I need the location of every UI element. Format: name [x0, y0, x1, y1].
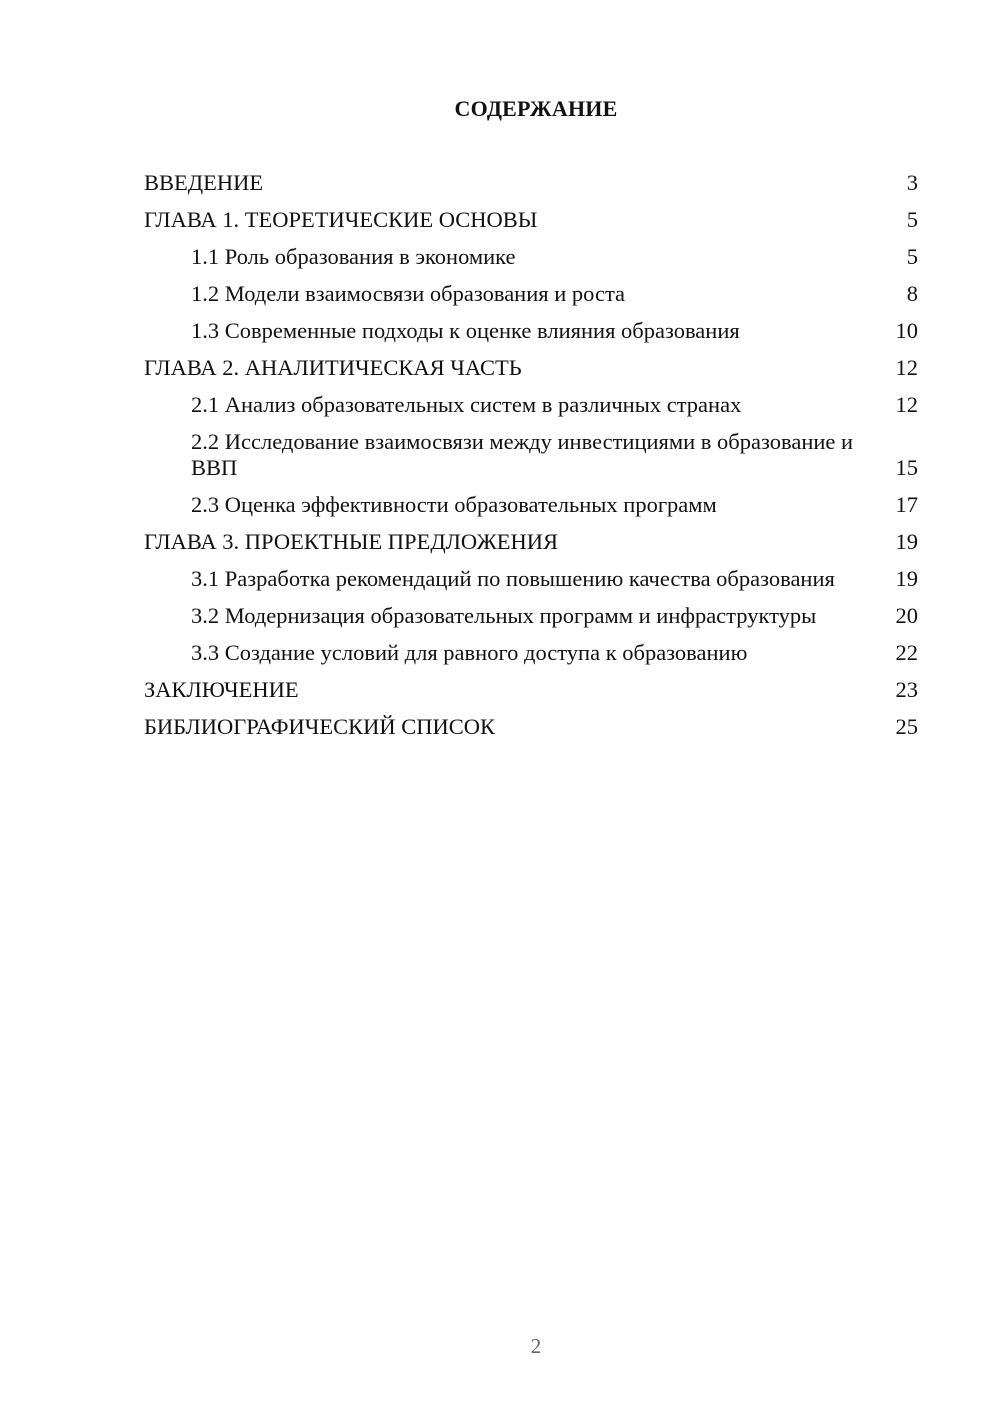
toc-entry-label: 2.2 Исследование взаимосвязи между инвестициями в образование и ВВП [191, 429, 854, 480]
toc-entry-label: 1.3 Современные подходы к оценке влияния образования [191, 318, 740, 343]
toc-entry-page: 8 [906, 281, 918, 306]
toc-entry-page: 20 [895, 603, 918, 628]
toc-entry-page: 23 [895, 677, 918, 702]
toc-entry-label: 3.2 Модернизация образовательных программ и инфраструктуры [191, 603, 817, 628]
toc-entry-page: 17 [895, 492, 918, 517]
toc-entry-page: 22 [895, 640, 918, 665]
toc-entry-label: 1.2 Модели взаимосвязи образования и роста [191, 281, 626, 306]
toc-entry-label: 3.3 Создание условий для равного доступа к образованию [191, 640, 748, 665]
toc-entry-page: 10 [895, 318, 918, 343]
toc-entry-page: 5 [906, 207, 918, 232]
toc-entry-label: 2.3 Оценка эффективности образовательных программ [191, 492, 717, 517]
toc-entry-section-2-3[interactable] [144, 492, 918, 518]
toc-entry-section-2-1[interactable] [144, 392, 918, 418]
toc-entry-page: 3 [906, 170, 918, 195]
toc-entry-page: 19 [895, 529, 918, 554]
toc-entry-label: 3.1 Разработка рекомендаций по повышению качества образования [191, 566, 835, 591]
toc-entry-introduction[interactable] [144, 170, 918, 196]
toc-entry-label: ГЛАВА 3. ПРОЕКТНЫЕ ПРЕДЛОЖЕНИЯ [144, 529, 559, 554]
toc-entry-label: 1.1 Роль образования в экономике [191, 244, 516, 269]
toc-entry-label: ГЛАВА 1. ТЕОРЕТИЧЕСКИЕ ОСНОВЫ [144, 207, 538, 232]
toc-entry-label: ЗАКЛЮЧЕНИЕ [144, 677, 299, 702]
toc-entry-chapter-1[interactable] [144, 207, 918, 233]
toc-entry-page: 12 [895, 355, 918, 380]
toc-entry-label: ГЛАВА 2. АНАЛИТИЧЕСКАЯ ЧАСТЬ [144, 355, 522, 380]
toc-entry-section-1-3[interactable] [144, 318, 918, 344]
toc-entry-section-1-1[interactable] [144, 244, 918, 270]
toc-entry-section-1-2[interactable] [144, 281, 918, 307]
toc-entry-label: БИБЛИОГРАФИЧЕСКИЙ СПИСОК [144, 714, 496, 739]
toc-entry-page: 25 [895, 714, 918, 739]
toc-entry-page: 12 [895, 392, 918, 417]
toc-entry-page: 19 [895, 566, 918, 591]
toc-entry-conclusion[interactable] [144, 677, 918, 703]
toc-entry-section-3-1[interactable] [144, 566, 918, 592]
toc-entry-chapter-2[interactable] [144, 355, 918, 381]
toc-entry-section-3-2[interactable] [144, 603, 918, 629]
toc-entry-bibliography[interactable] [144, 714, 918, 740]
toc-entry-chapter-3[interactable] [144, 529, 918, 555]
page-title: СОДЕРЖАНИЕ [454, 96, 618, 121]
toc-entry-section-2-2[interactable] [144, 429, 918, 481]
toc-entry-section-3-3[interactable] [144, 640, 918, 666]
page-number: 2 [530, 1334, 542, 1358]
toc-entry-label: 2.1 Анализ образовательных систем в различных странах [191, 392, 742, 417]
table-of-contents [144, 170, 918, 751]
toc-entry-page: 5 [906, 244, 918, 269]
toc-entry-label: ВВЕДЕНИЕ [144, 170, 264, 195]
toc-entry-page: 15 [895, 455, 918, 480]
